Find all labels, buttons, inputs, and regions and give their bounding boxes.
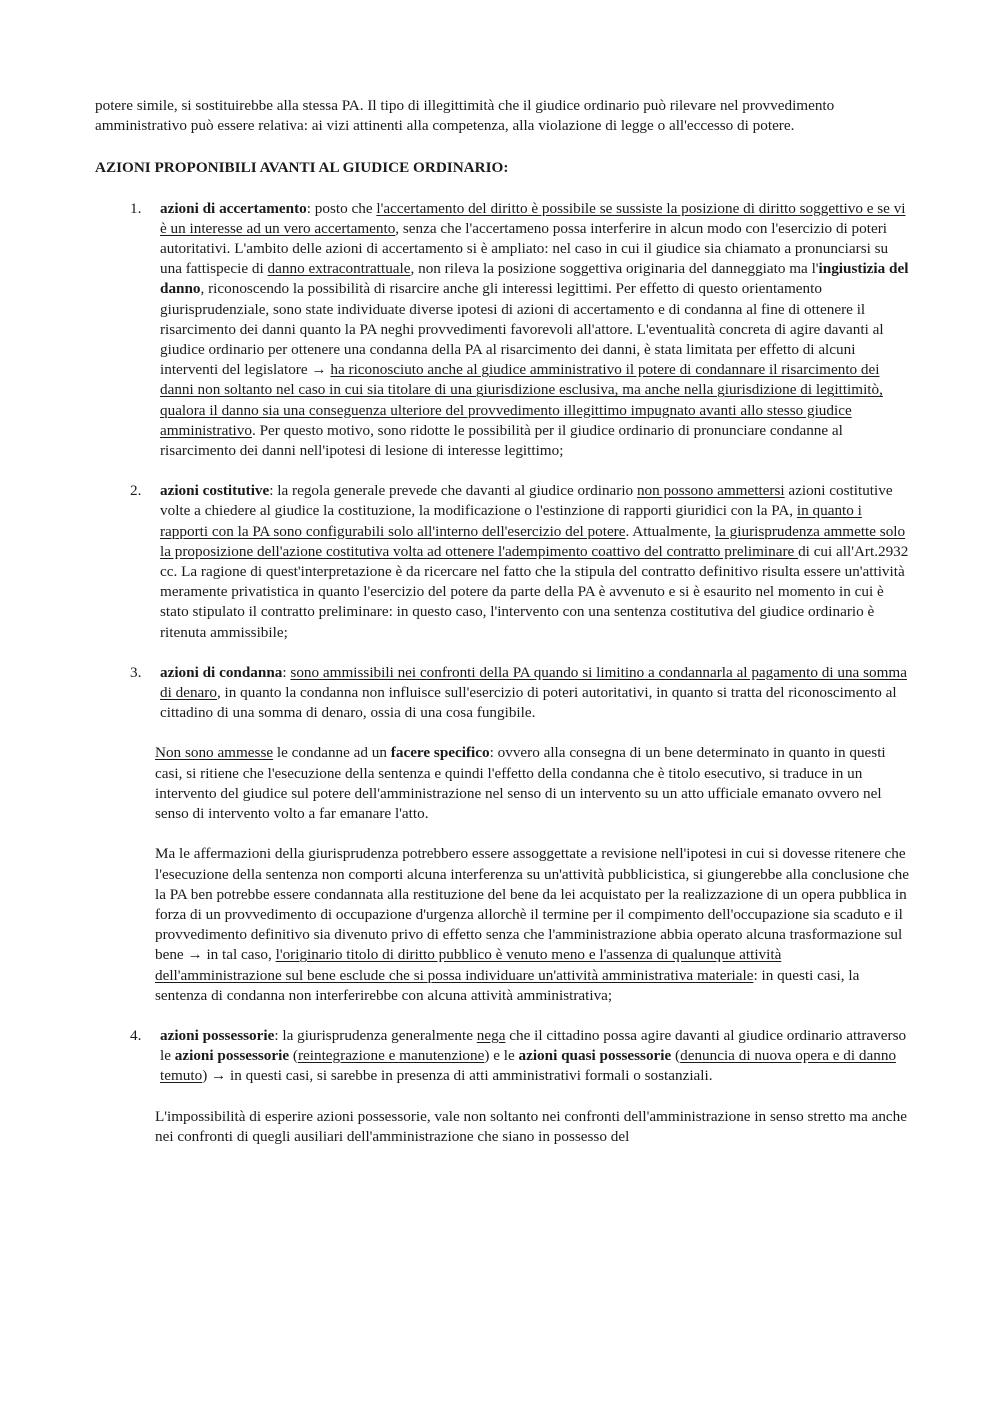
list-item-text: azioni costitutive: la regola generale prevede che davanti al giudice ordinario non possono ammettersi azioni costitutive volte a chiedere al giudice la costituzione, la modificazione o l'estinzione di rapporti giuridici con la PA, in quanto i rapporti con la PA sono configurabili solo all'interno dell'esercizio del potere. Attualmente, la giurisprudenza ammette solo la proposizione dell'azione costitutiva volta ad ottenere l'adempimento coattivo del contratto preliminare di cui all'Art.2932 cc. La ragione di quest'interpretazione è da ricercare nel fatto che la stipula del contratto definitivo risulta essere un'attività meramente privatistica in quanto l'esercizio del potere da parte della PA è avvenuto e si è esaurito nel momento in cui è stato stipulato il contratto preliminare: in questo caso, l'intervento con una sentenza costitutiva del giudice ordinario è ritenuta ammissibile;: [160, 482, 909, 641]
document-page: [95, 96, 910, 1147]
list-item-accertamento: [95, 199, 910, 462]
list-number: 1.: [130, 199, 142, 217]
list-item-possessorie: [95, 1026, 910, 1087]
section-heading: AZIONI PROPONIBILI AVANTI AL GIUDICE ORDINARIO:: [95, 159, 509, 177]
paragraph-revisione: Ma le affermazioni della giurisprudenza potrebbero essere assoggettate a revisione nell'ipotesi in cui si dovesse ritenere che l'esecuzione della sentenza non comporti alcuna interferenza su un'attività pubblicistica, si giungerebbe alla conclusione che la PA ben potrebbe essere condannata alla restituzione del bene da lei acquistato per la realizzazione di un opera pubblica in forza di un provvedimento di occupazione d'urgenza allorchè il termine per il compimento dell'occupazione sia scaduto e il provvedimento definitivo sia divenuto privo di effetto senza che l'amministrazione abbia operato alcuna trasformazione sul bene → in tal caso, l'originario titolo di diritto pubblico è venuto meno e l'assenza di qualunque attività dell'amministrazione sul bene esclude che si possa individuare un'attività amministrativa materiale: in questi casi, la sentenza di condanna non interferirebbe con alcuna attività amministrativa;: [155, 845, 910, 1004]
list-number: 3.: [130, 663, 142, 681]
list-item-text: azioni di accertamento: posto che l'accertamento del diritto è possibile se sussiste la posizione di diritto soggettivo e se vi è un interesse ad un vero accertamento, senza che l'accertameno possa interferire in alcun modo con l'esercizio di poteri autoritativi. L'ambito delle azioni di accertamento si è ampliato: nel caso in cui il giudice sia chiamato a pronunciarsi su una fattispecie di danno extracontrattuale, non rileva la posizione soggettiva originaria del danneggiato ma l'ingiustizia del danno, riconoscendo la possibilità di risarcire anche gli interessi legittimi. Per effetto di questo orientamento giurisprudenziale, sono state individuate diverse ipotesi di azioni di accertamento e di condanna al fine di ottenere il risarcimento dei danni quanto la PA neghi provvedimenti favorevoli all'attore. L'eventualità concreta di agire davanti al giudice ordinario per ottenere una condanna della PA al risarcimento dei danni, è stata limitata per effetto di alcuni interventi del legislatore → ha riconosciuto anche al giudice amministrativo il potere di condannare il risarcimento dei danni non soltanto nel caso in cui sia titolare di una giurisdizione esclusiva, ma anche nella giurisdizione di legittimitò, qualora il danno sia una conseguenza ulteriore del provvedimento illegittimo impugnato avanti allo stesso giudice amministrativo. Per questo motivo, sono ridotte le possibilità per il giudice ordinario di pronunciare condanne al risarcimento dei danni nell'ipotesi di lesione di interesse legittimo;: [160, 199, 909, 460]
list-number: 4.: [130, 1026, 142, 1044]
list-item-text: azioni di condanna: sono ammissibili nei confronti della PA quando si limitino a condannarla al pagamento di una somma di denaro, in quanto la condanna non influisce sull'esercizio di poteri autoritativi, in quanto si tratta del riconoscimento al cittadino di una somma di denaro, ossia di una cosa fungibile.: [160, 663, 907, 722]
paragraph-impossibilita: L'impossibilità di esperire azioni possessorie, vale non soltanto nei confronti dell'amministrazione in senso stretto ma anche nei confronti di quegli ausiliari dell'amministrazione che siano in possesso del: [155, 1107, 908, 1145]
list-item-text: azioni possessorie: la giurisprudenza generalmente nega che il cittadino possa agire davanti al giudice ordinario attraverso le azioni possessorie (reintegrazione e manutenzione) e le azioni quasi possessorie (denuncia di nuova opera e di danno temuto) → in questi casi, si sarebbe in presenza di atti amministrativi formali o sostanziali.: [160, 1026, 907, 1085]
list-item-condanna: [95, 663, 910, 724]
list-number: 2.: [130, 482, 142, 500]
paragraph-facere-specifico: Non sono ammesse le condanne ad un facere specifico: ovvero alla consegna di un bene determinato in quanto in questi casi, si ritiene che l'esecuzione della sentenza e quindi l'effetto della condanna che è titolo esecutivo, si traduce in un intervento del giudice sul potere dell'amministrazione nel senso di un intervento su un atto ufficiale emanato ovvero nel senso di intervento volto a far emanare l'atto.: [155, 744, 886, 823]
intro-paragraph: potere simile, si sostituirebbe alla stessa PA. Il tipo di illegittimità che il giudice ordinario può rilevare nel provvedimento amministrativo può essere relativa: ai vizi attinenti alla competenza, alla violazione di legge o all'eccesso di potere.: [95, 97, 835, 135]
list-item-costitutive: [95, 481, 910, 643]
